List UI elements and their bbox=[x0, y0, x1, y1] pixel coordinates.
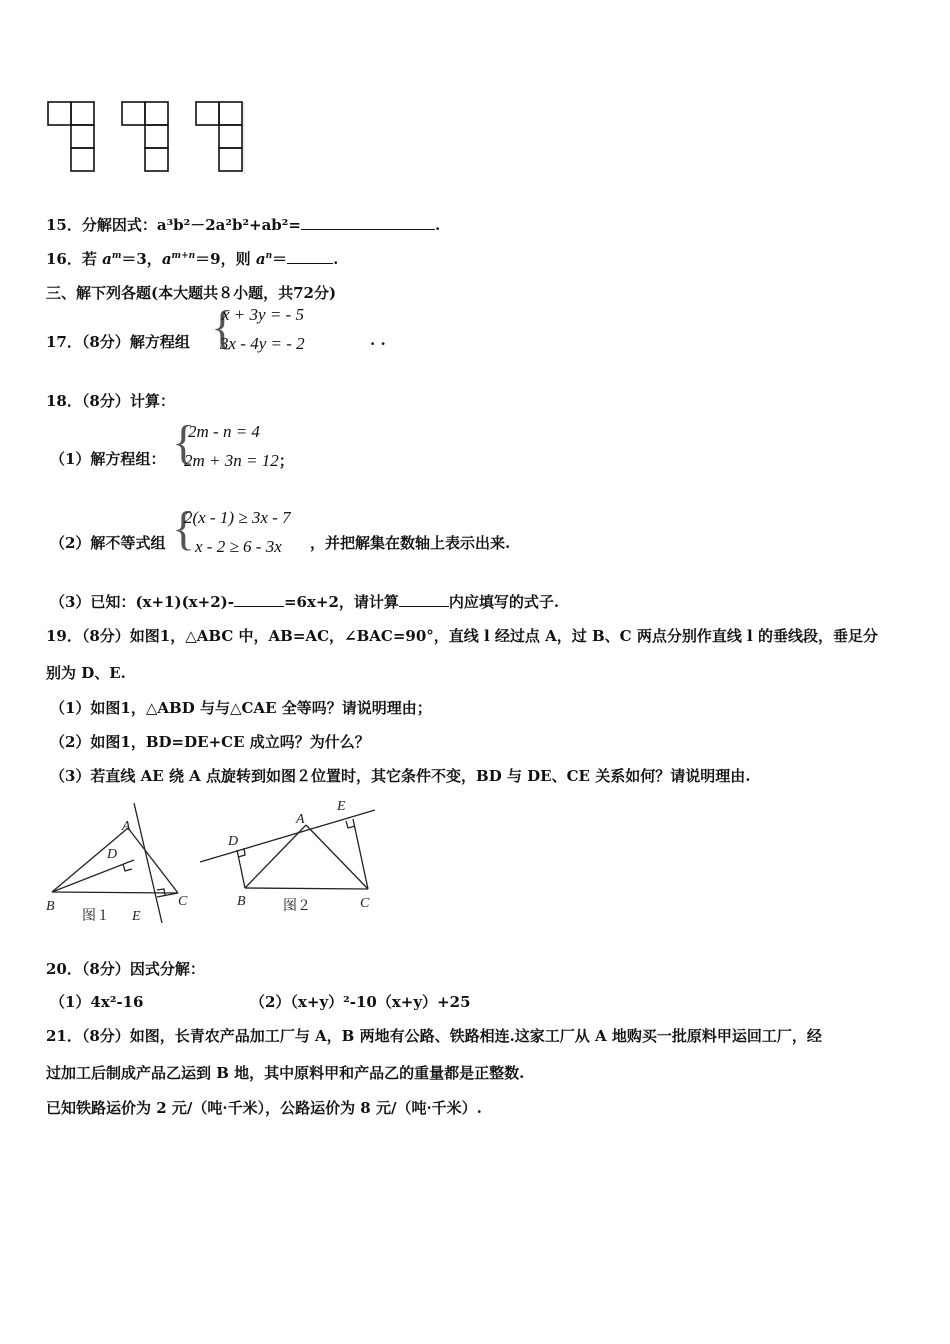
cube-net-2 bbox=[122, 102, 168, 171]
q17-dots: . . bbox=[370, 331, 386, 349]
q19-part-1: （1）如图1，△ABD 与与△CAE 全等吗？请说明理由； bbox=[50, 699, 432, 717]
question-20: 20．（8分）因式分解： bbox=[46, 960, 205, 978]
fig2-line bbox=[200, 810, 375, 862]
fig1-right-angle-d bbox=[123, 864, 132, 871]
q15-number: 15． bbox=[46, 216, 82, 234]
question-16: 16．若 $a^m=3$，$a^{m+n}=9$，则 $a^n=$ . bbox=[46, 250, 339, 268]
q18-p2-inequality-2: x - 2 ≥ 6 - 3x bbox=[195, 537, 282, 556]
fig2-ce bbox=[353, 819, 368, 889]
q18-p1-equation-2: 2m + 3n = 12； bbox=[184, 451, 294, 470]
q18-p1-brace: { bbox=[172, 416, 196, 469]
fig2-label-c: C bbox=[360, 896, 370, 911]
q20-part-2: （2）（x+y）²-10（x+y）+25 bbox=[250, 993, 471, 1011]
q17-brace: { bbox=[211, 301, 235, 354]
fig1-line-l bbox=[134, 803, 162, 923]
fig2-label-e: E bbox=[337, 799, 346, 814]
q17-equation-2: 3x - 4y = - 2 bbox=[220, 334, 305, 353]
q15-label: 分解因式： bbox=[81, 216, 157, 234]
q18-part2-label: （2）解不等式组 bbox=[50, 534, 166, 552]
fig2-label-a: A bbox=[296, 812, 305, 827]
q18-p3-blank-2[interactable] bbox=[399, 592, 449, 607]
q18-p3-blank-1[interactable] bbox=[234, 592, 284, 607]
q18-p1-equation-1: 2m - n = 4 bbox=[188, 422, 260, 441]
question-18: 18．（8分）计算： bbox=[46, 392, 175, 410]
q21-line-2: 过加工后制成产品乙运到 B 地，其中原料甲和产品乙的重量都是正整数. bbox=[46, 1064, 525, 1082]
q18-part1-label: （1）解方程组： bbox=[50, 450, 166, 468]
q19-part-3: （3）若直线 AE 绕 A 点旋转到如图２位置时，其它条件不变，BD 与 DE、CE 关系如何？请说明理由. bbox=[50, 767, 751, 785]
fig1-label-e: E bbox=[132, 909, 141, 924]
q18-p2-inequality-1: 2(x - 1) ≥ 3x - 7 bbox=[184, 508, 291, 527]
q19-line-2: 别为 D、E. bbox=[46, 664, 126, 682]
q15-answer-blank[interactable] bbox=[301, 215, 435, 230]
fig1-ce bbox=[157, 893, 178, 897]
q18-p2-brace: { bbox=[172, 502, 196, 555]
fig2-side-ba bbox=[245, 825, 306, 888]
q15-expression: a³b²－2a²b²+ab²= bbox=[156, 216, 301, 234]
q20-part-1: （1）4x²-16 bbox=[50, 993, 144, 1011]
q15-end: . bbox=[434, 216, 441, 234]
cube-net-1 bbox=[48, 102, 94, 171]
q21-line-1: 21．（8分）如图，长青农产品加工厂与 A，B 两地有公路、铁路相连.这家工厂从 A 地购买一批原料甲运回工厂，经 bbox=[46, 1027, 822, 1045]
fig1-caption: 图１ bbox=[82, 909, 110, 924]
cube-net-figures bbox=[40, 98, 255, 180]
fig2-label-d: D bbox=[228, 834, 239, 849]
fig1-bd bbox=[52, 860, 134, 892]
q18-part3: （3）已知：(x+1)(x+2)- =6x+2，请计算 内应填写的式子. bbox=[50, 593, 560, 611]
fig2-side-bc bbox=[245, 888, 368, 889]
q21-line-3: 已知铁路运价为 2 元/（吨·千米），公路运价为 8 元/（吨·千米）. bbox=[46, 1099, 482, 1117]
q19-line-1: 19．（8分）如图1，△ABC 中，AB=AC，∠BAC=90°，直线 l 经过点 A，过 B、C 两点分别作直线 l 的垂线段，垂足分 bbox=[46, 627, 878, 645]
section-3-heading: 三、解下列各题(本大题共８小题，共72分) bbox=[46, 284, 337, 302]
q19-figures bbox=[40, 795, 390, 930]
figure-1 bbox=[52, 803, 178, 923]
fig1-label-d: D bbox=[107, 847, 118, 862]
q17-equation-1: x + 3y = - 5 bbox=[222, 305, 304, 324]
q19-part-2: （2）如图1，BD=DE+CE 成立吗？为什么？ bbox=[50, 733, 370, 751]
fig2-side-ac bbox=[306, 825, 368, 889]
fig1-side-bc bbox=[52, 892, 178, 893]
fig2-label-b: B bbox=[237, 894, 246, 909]
fig2-caption: 图２ bbox=[283, 899, 311, 914]
cube-net-3 bbox=[196, 102, 242, 171]
fig1-label-c: C bbox=[178, 894, 188, 909]
q18-p2-tail: ，并把解集在数轴上表示出来. bbox=[310, 534, 511, 552]
q16-answer-blank[interactable] bbox=[287, 249, 333, 264]
fig1-label-b: B bbox=[46, 899, 55, 914]
figure-2 bbox=[200, 810, 375, 889]
question-17: 17．（8分）解方程组 bbox=[46, 333, 190, 351]
question-15 bbox=[46, 214, 440, 235]
fig1-label-a: A bbox=[122, 819, 131, 834]
